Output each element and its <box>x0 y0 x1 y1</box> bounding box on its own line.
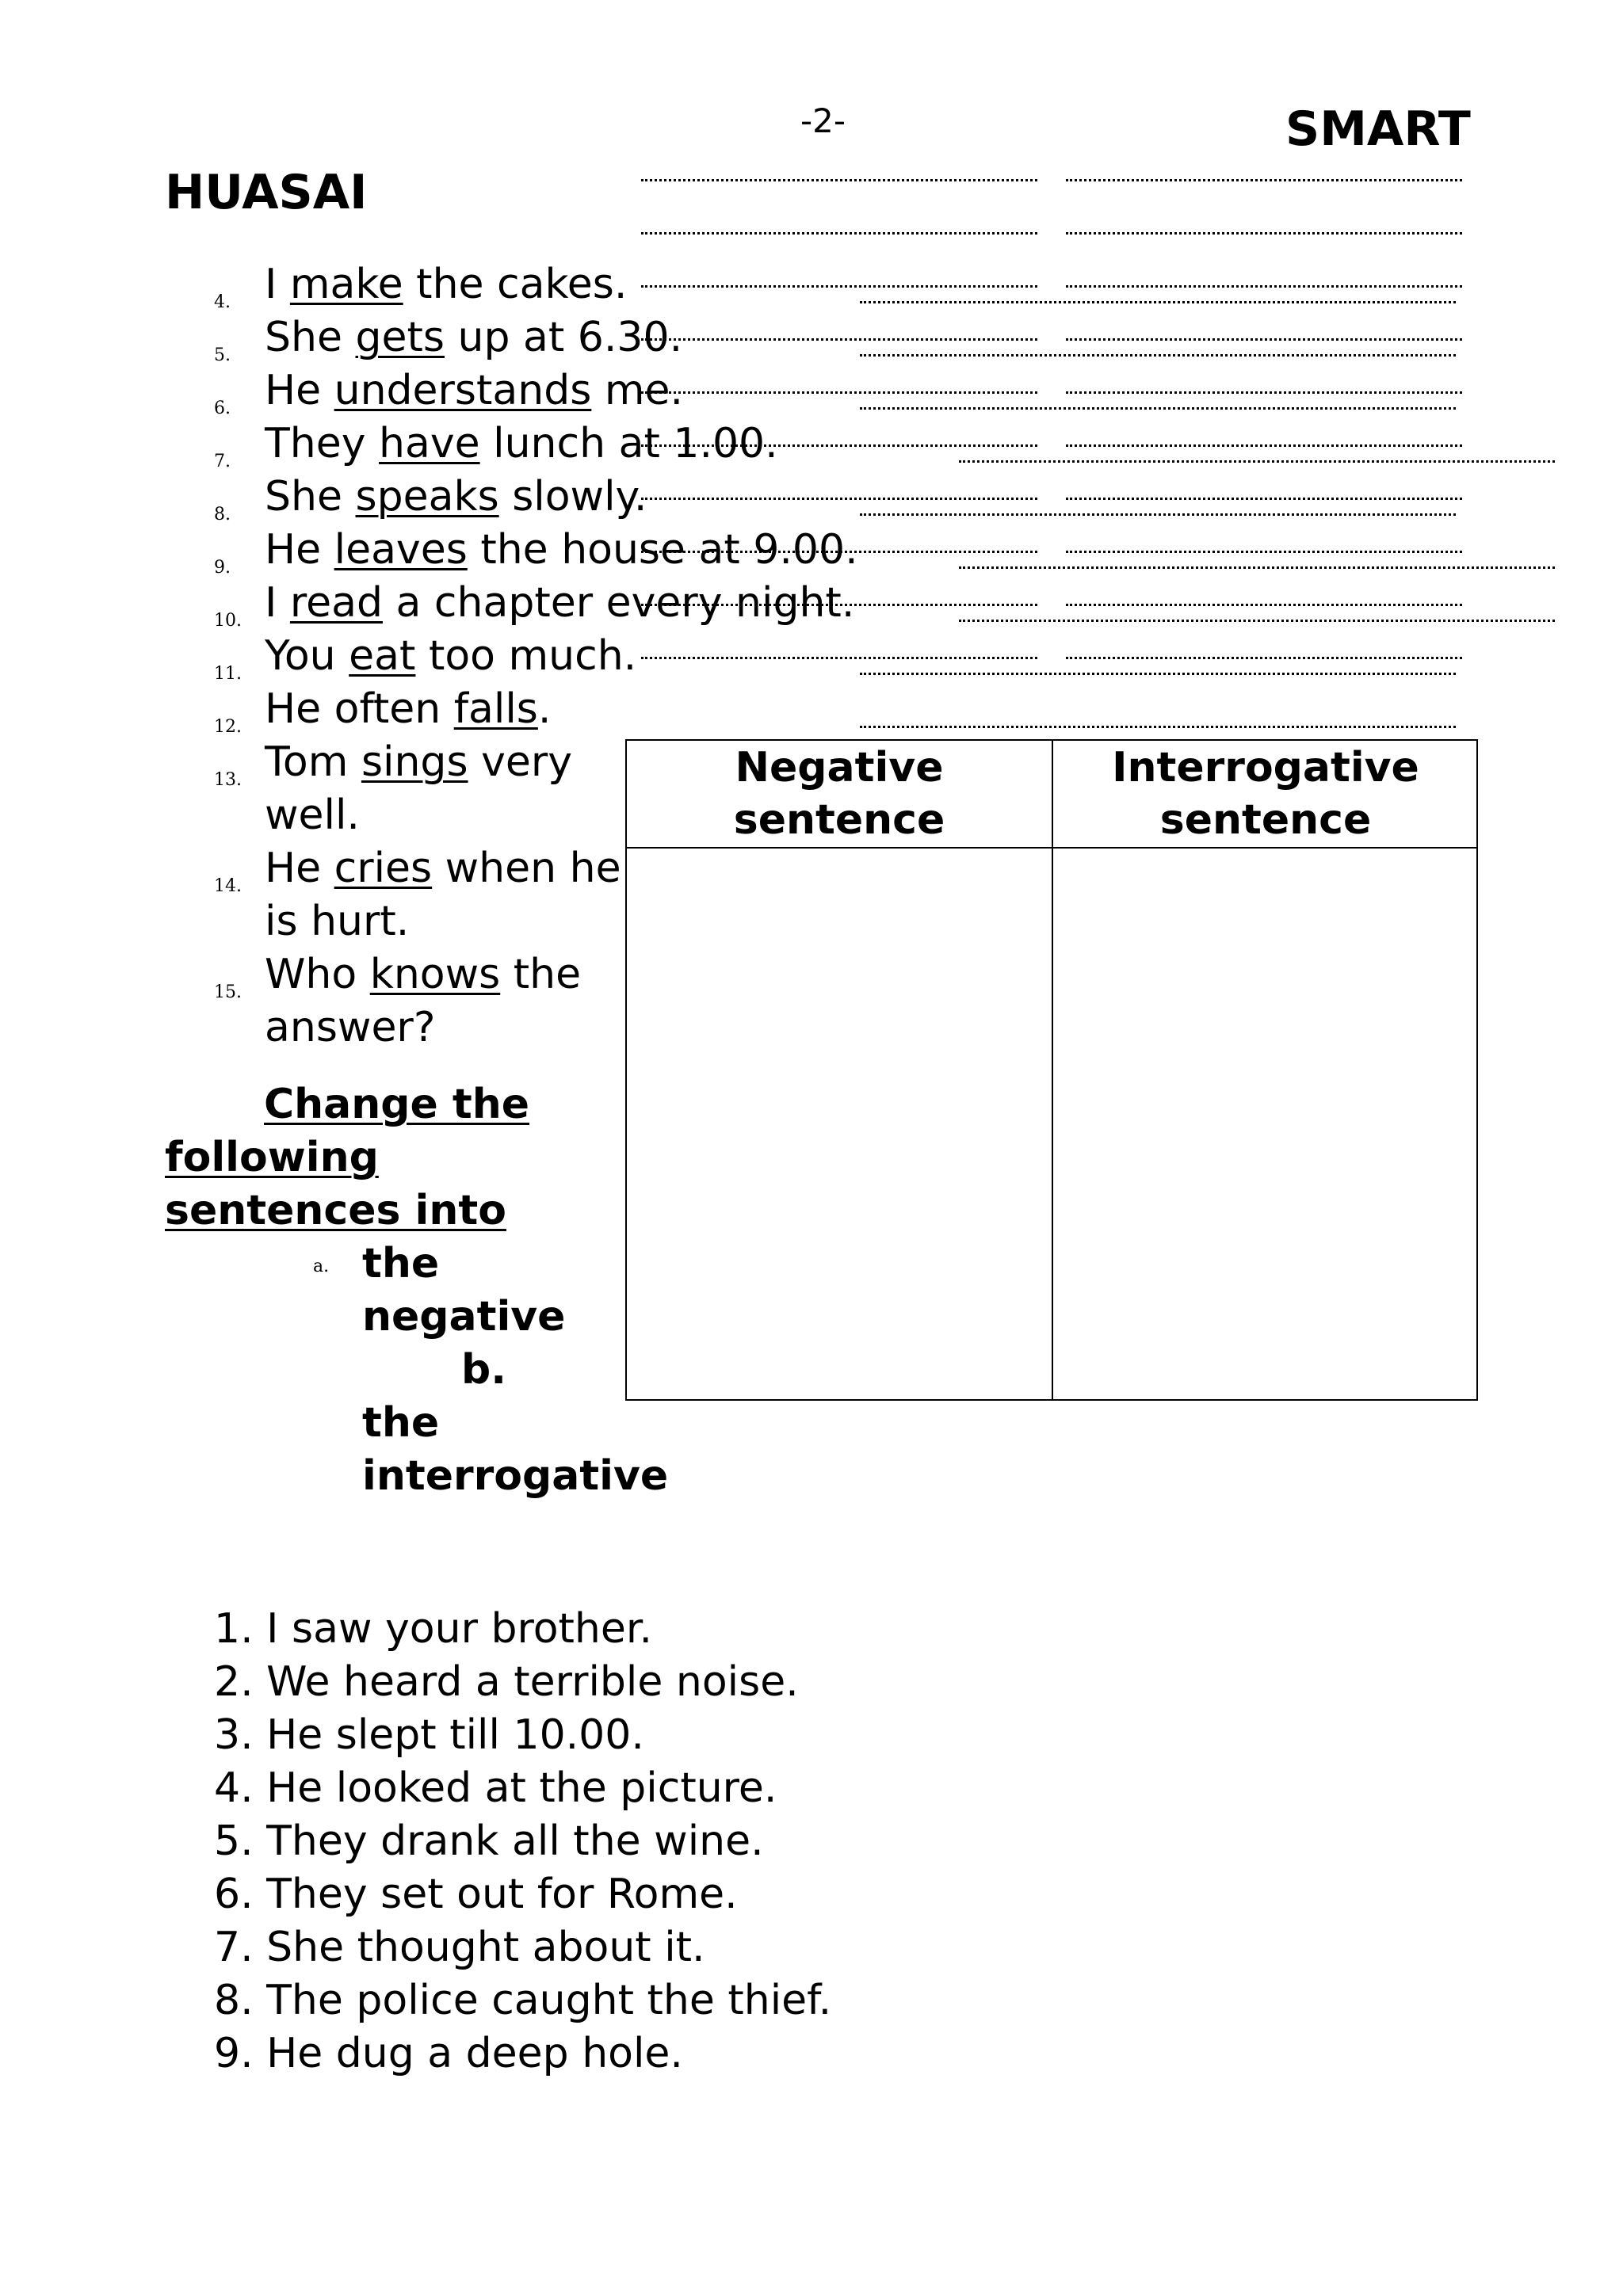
table-header-negative: Negative sentence <box>733 744 945 844</box>
table-answer-line[interactable] <box>1066 285 1462 288</box>
item-sentence: She speaks slowly. <box>265 473 647 521</box>
underlined-verb: read <box>289 579 383 627</box>
underlined-verb: gets <box>355 314 445 361</box>
answer-line[interactable] <box>860 354 1456 357</box>
table-answer-line[interactable] <box>1066 657 1462 659</box>
sub-item-number: a. <box>313 1257 330 1276</box>
item-number: 13. <box>214 770 242 790</box>
underlined-verb: leaves <box>334 526 468 574</box>
underlined-verb: understands <box>334 367 592 414</box>
item-number: 10. <box>214 611 242 631</box>
item-sentence: He often falls. <box>265 685 552 733</box>
item-number: 9. <box>214 558 231 578</box>
table-answer-line[interactable] <box>1066 551 1462 553</box>
table-answer-line[interactable] <box>1066 604 1462 606</box>
past-sentence: 2. We heard a terrible noise. <box>214 1658 799 1706</box>
sub-item-b-continued: interrogative <box>362 1452 669 1500</box>
answer-line[interactable] <box>959 460 1555 463</box>
table-answer-line[interactable] <box>1066 232 1462 235</box>
header-title-right: SMART <box>1285 101 1471 157</box>
item-number: 5. <box>214 345 231 365</box>
table-header-interrogative: Interrogative sentence <box>1112 744 1419 844</box>
underlined-verb: eat <box>349 632 416 680</box>
underlined-verb: cries <box>334 845 433 892</box>
item-sentence: I make the cakes. <box>265 261 628 308</box>
item-number: 4. <box>214 292 231 312</box>
sub-item-a: the <box>362 1240 440 1287</box>
underlined-verb: make <box>289 261 403 308</box>
past-sentence: 8. The police caught the thief. <box>214 1977 832 2024</box>
table-answer-line[interactable] <box>1066 179 1462 181</box>
item-number: 12. <box>214 717 242 737</box>
past-sentence: 6. They set out for Rome. <box>214 1871 738 1918</box>
answer-line[interactable] <box>959 566 1555 569</box>
table-answer-line[interactable] <box>641 444 1037 447</box>
item-sentence: He cries when he <box>265 845 621 892</box>
table-answer-line[interactable] <box>1066 444 1462 447</box>
item-sentence: Tom sings very <box>265 738 572 786</box>
past-sentence: 1. I saw your brother. <box>214 1605 653 1653</box>
table-answer-line[interactable] <box>641 657 1037 659</box>
table-answer-line[interactable] <box>641 551 1037 553</box>
table-answer-line[interactable] <box>641 232 1037 235</box>
answer-line[interactable] <box>860 513 1456 516</box>
table-answer-line[interactable] <box>641 391 1037 394</box>
page-number: -2- <box>800 101 846 140</box>
item-sentence-continued: is hurt. <box>265 898 410 945</box>
item-sentence: They have lunch at 1.00. <box>265 420 778 467</box>
underlined-verb: have <box>379 420 480 467</box>
header-title-left: HUASAI <box>165 165 368 220</box>
past-sentence: 3. He slept till 10.00. <box>214 1711 644 1759</box>
past-sentence: 4. He looked at the picture. <box>214 1764 777 1812</box>
underlined-verb: falls <box>453 685 538 733</box>
underlined-verb: knows <box>369 951 501 998</box>
item-number: 8. <box>214 505 231 524</box>
answer-line[interactable] <box>860 407 1456 410</box>
past-sentence: 5. They drank all the wine. <box>214 1817 764 1865</box>
table-answer-line[interactable] <box>1066 391 1462 394</box>
table-answer-line[interactable] <box>641 604 1037 606</box>
table-answer-line[interactable] <box>641 179 1037 181</box>
instruction-line: following <box>165 1134 379 1181</box>
table-answer-line[interactable] <box>1066 498 1462 500</box>
item-number: 11. <box>214 664 242 684</box>
sub-item-b: the <box>362 1399 440 1447</box>
answer-line[interactable] <box>860 726 1456 728</box>
item-sentence: He leaves the house at 9.00. <box>265 526 858 574</box>
instruction-line: sentences into <box>165 1187 506 1234</box>
item-sentence: I read a chapter every night. <box>265 579 855 627</box>
item-sentence: You eat too much. <box>265 632 637 680</box>
answer-line[interactable] <box>860 301 1456 303</box>
underlined-verb: speaks <box>355 473 499 521</box>
sub-item-b-label: b. <box>461 1346 506 1394</box>
instruction-line: Change the <box>264 1081 530 1128</box>
item-sentence-continued: well. <box>265 791 360 839</box>
item-number: 14. <box>214 876 242 896</box>
answer-line[interactable] <box>860 673 1456 675</box>
answer-line[interactable] <box>959 620 1555 622</box>
item-number: 6. <box>214 399 231 418</box>
sub-item-a-continued: negative <box>362 1293 566 1341</box>
table-answer-line[interactable] <box>1066 338 1462 341</box>
item-sentence: He understands me. <box>265 367 684 414</box>
item-sentence: Who knows the <box>265 951 582 998</box>
table-answer-line[interactable] <box>641 338 1037 341</box>
answer-table <box>625 739 1478 1401</box>
underlined-verb: sings <box>361 738 468 786</box>
table-answer-line[interactable] <box>641 498 1037 500</box>
item-sentence: She gets up at 6.30. <box>265 314 683 361</box>
past-sentence: 7. She thought about it. <box>214 1924 705 1971</box>
past-sentence-list <box>214 1603 831 2081</box>
item-sentence-continued: answer? <box>265 1004 436 1051</box>
item-number: 7. <box>214 452 231 471</box>
table-header-rule <box>627 847 1476 849</box>
item-number: 15. <box>214 982 242 1002</box>
past-sentence: 9. He dug a deep hole. <box>214 2030 683 2077</box>
table-answer-line[interactable] <box>641 285 1037 288</box>
